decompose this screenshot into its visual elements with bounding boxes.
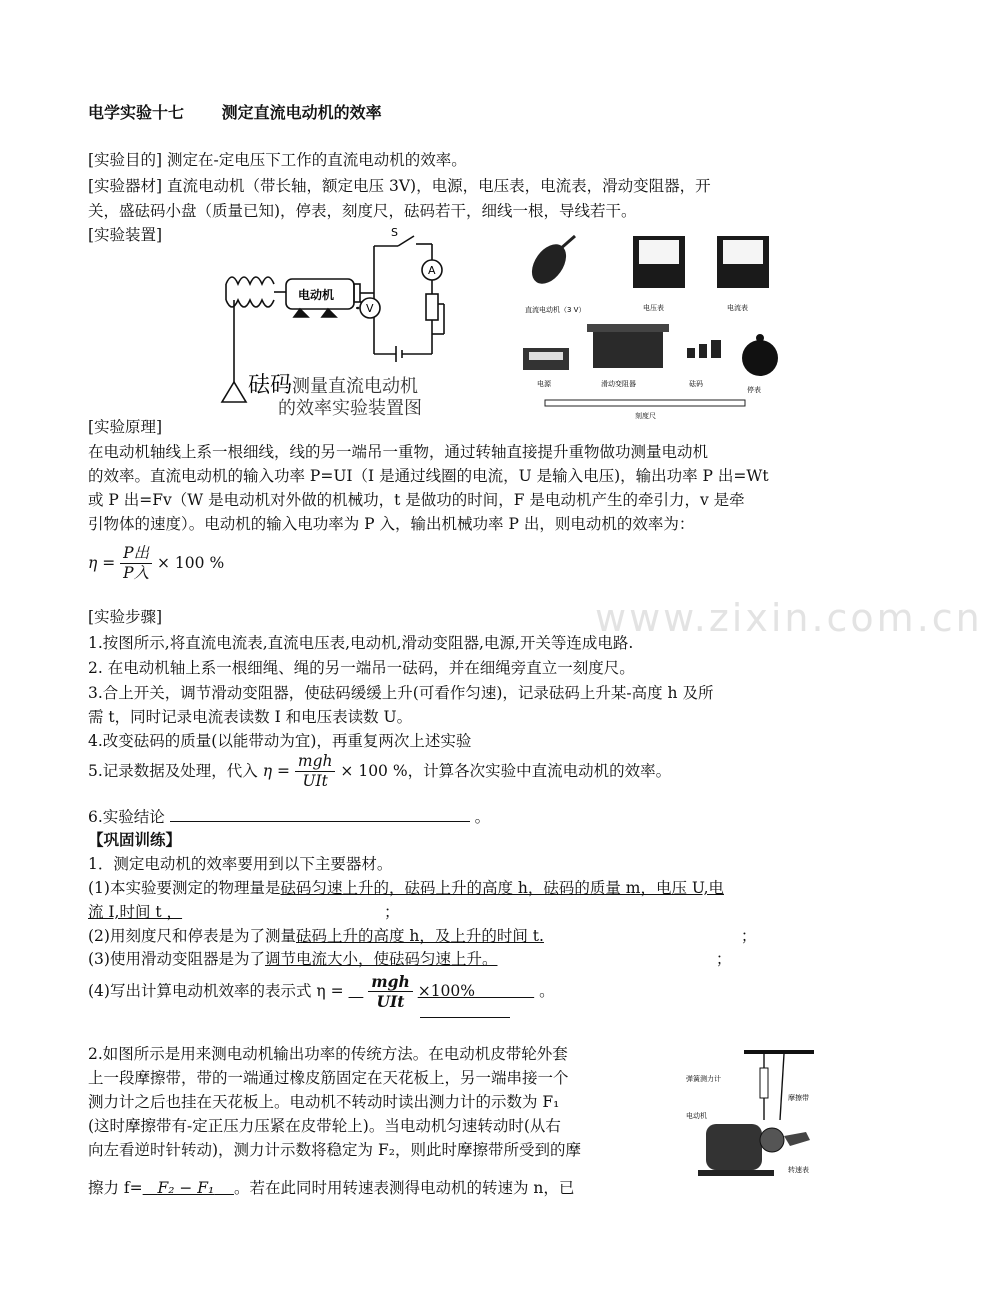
formula-numerator: P出 xyxy=(120,544,152,564)
step-3a: 3.合上开关，调节滑动变阻器，使砝码缓缓上升(可看作匀速)，记录砝码上升某-高度 h 及所 xyxy=(88,684,714,702)
fig2-motor-label: 电动机 xyxy=(686,1112,707,1120)
q2-friction-answer: F₂ − F₁ xyxy=(157,1179,215,1197)
q2-line-3: 测力计之后也挂在天花板上。电动机不转动时读出测力计的示数为 F₁ xyxy=(88,1093,560,1111)
principle-line-2: 的效率。直流电动机的输入功率 P=UI（I 是通过线圈的电流，U 是输入电压)，输出功率 P 出=Wt xyxy=(88,467,769,485)
q1-1-end: ； xyxy=(384,903,400,921)
motor-belt-figure xyxy=(684,1046,824,1186)
q1-4-tail: ×100% xyxy=(417,981,476,1000)
question-1-2 xyxy=(88,924,756,946)
q2-line-6-pre: 擦力 f= xyxy=(88,1179,143,1197)
equipment-text-1: 直流电动机（带长轴，额定电压 3V)，电源，电压表，电流表，滑动变阻器，开 xyxy=(167,177,711,195)
ammeter-label: A xyxy=(428,264,436,277)
q1-2-prompt: (2)用刻度尺和停表是为了测量 xyxy=(88,927,296,945)
question-1-3 xyxy=(88,947,731,969)
page-title: 电学实验十七 测定直流电动机的效率 xyxy=(88,103,382,122)
q2-line-1: 2.如图所示是用来测电动机输出功率的传统方法。在电动机皮带轮外套 xyxy=(88,1045,568,1063)
q1-4-numerator: mgh xyxy=(368,972,413,992)
purpose-text: 测定在-定电压下工作的直流电动机的效率。 xyxy=(167,151,467,169)
equipment-line-1 xyxy=(88,174,711,196)
steps-label: [实验步骤] xyxy=(88,608,163,626)
photo-label-motor: 直流电动机（3 V） xyxy=(525,306,586,314)
step-5-fraction xyxy=(295,752,336,792)
circuit-diagram xyxy=(208,224,470,424)
caption-line-2: 的效率实验装置图 xyxy=(278,398,422,419)
equipment-label: [实验器材] xyxy=(88,177,163,195)
q1-3-answer: 调节电流大小，使砝码匀速上升。 xyxy=(264,950,498,968)
step-4: 4.改变砝码的质量(以能带动为宜)，再重复两次上述实验 xyxy=(88,732,472,750)
q1-1-prompt: (1)本实验要测定的物理量是 xyxy=(88,879,281,897)
step-1: 1.按图所示,将直流电流表,直流电压表,电动机,滑动变阻器,电源,开关等连成电路. xyxy=(88,634,634,652)
principle-label: [实验原理] xyxy=(88,418,163,436)
q1-4-underline xyxy=(420,1017,510,1018)
question-1-1-cont xyxy=(88,900,400,922)
formula-denominator: P入 xyxy=(123,564,150,583)
step-5-denominator: UIt xyxy=(302,772,328,791)
motor-label: 电动机 xyxy=(298,288,335,302)
step-2: 2. 在电动机轴上系一根细绳、绳的另一端吊一砝码，并在细绳旁直立一刻度尺。 xyxy=(88,659,635,677)
q2-line-6-post: 。若在此同时用转速表测得电动机的转速为 n，已 xyxy=(233,1179,575,1197)
q2-line-5: 向左看逆时针转动)，测力计示数将稳定为 F₂，则此时摩擦带所受到的摩 xyxy=(88,1141,581,1159)
equipment-photo xyxy=(515,228,795,423)
photo-label-voltmeter: 电压表 xyxy=(643,304,664,312)
step-5-eta: η = xyxy=(262,761,290,780)
equipment-line-2: 关，盛砝码小盘（质量已知)，停表，刻度尺，砝码若干，细线一根，导线若干。 xyxy=(88,202,637,220)
q1-2-end: ； xyxy=(740,927,757,945)
step-6 xyxy=(88,805,490,827)
watermark: www.zixin.com.cn xyxy=(595,596,983,640)
q1-4-fraction xyxy=(368,972,413,1012)
efficiency-formula xyxy=(88,544,224,584)
step-5 xyxy=(88,752,671,792)
fig2-tach-label: 转速表 xyxy=(788,1166,809,1174)
step-5-post: × 100 %，计算各次实验中直流电动机的效率。 xyxy=(340,761,672,780)
photo-label-power: 电源 xyxy=(537,380,551,388)
q1-1-answer: 砝码匀速上升的，砝码上升的高度 h，砝码的质量 m，电压 U,电 xyxy=(280,879,724,897)
training-label: 【巩固训练】 xyxy=(88,831,182,849)
fig2-belt-label: 摩擦带 xyxy=(788,1094,809,1102)
handwriting-mark: 砝码 xyxy=(248,373,293,398)
q1-4-denominator: UIt xyxy=(376,992,405,1012)
conclusion-blank[interactable] xyxy=(170,807,470,822)
purpose-line xyxy=(88,148,467,170)
question-1: 1．测定电动机的效率要用到以下主要器材。 xyxy=(88,855,393,873)
apparatus-label: [实验装置] xyxy=(88,226,163,244)
photo-label-stopwatch: 停表 xyxy=(747,386,761,394)
principle-line-1: 在电动机轴线上系一根细线，线的另一端吊一重物，通过转轴直接提升重物做功测量电动机 xyxy=(88,443,709,461)
step-5-pre: 5.记录数据及处理，代入 xyxy=(88,761,258,780)
q2-line-2: 上一段摩擦带，带的一端通过橡皮筋固定在天花板上，另一端串接一个 xyxy=(88,1069,569,1087)
rheostat-photo xyxy=(593,328,663,368)
step-3b: 需 t，同时记录电流表读数 I 和电压表读数 U。 xyxy=(88,708,413,726)
q1-3-end: ； xyxy=(715,950,732,968)
q2-line-6 xyxy=(88,1176,574,1198)
principle-line-3: 或 P 出=Fv（W 是电动机对外做的机械功，t 是做功的时间，F 是电动机产生的牵引力，v 是牵 xyxy=(88,491,745,509)
photo-label-weights: 砝码 xyxy=(689,380,703,388)
photo-label-rheostat: 滑动变阻器 xyxy=(601,380,636,388)
formula-fraction xyxy=(120,544,152,584)
step-6-text: 6.实验结论 xyxy=(88,808,165,826)
principle-line-4: 引物体的速度）。电动机的输入电功率为 P 入，输出机械功率 P 出，则电动机的效率为： xyxy=(88,515,695,533)
motor-photo xyxy=(525,236,575,290)
step-6-end: 。 xyxy=(474,808,491,826)
q1-4-prompt: (4)写出计算电动机效率的表示式 η = xyxy=(88,981,344,1000)
fig2-spring-label: 弹簧测力计 xyxy=(686,1075,721,1083)
photo-label-ammeter: 电流表 xyxy=(727,304,748,312)
caption-line-1: 测量直流电动机 xyxy=(292,376,418,397)
q1-2-answer: 砝码上升的高度 h，及上升的时间 t. xyxy=(295,927,544,945)
voltmeter-label: V xyxy=(366,302,374,315)
q2-line-4: (这时摩擦带有-定正压力压紧在皮带轮上)。当电动机匀速转动时(从右 xyxy=(88,1117,561,1135)
question-1-1 xyxy=(88,876,724,898)
q1-4-end: 。 xyxy=(539,981,555,1000)
stopwatch-photo xyxy=(742,340,778,376)
q1-1-answer-cont: 流 I,时间 t ， xyxy=(88,903,183,921)
formula-tail: × 100 % xyxy=(157,553,225,572)
photo-label-ruler: 刻度尺 xyxy=(635,412,656,420)
purpose-label: [实验目的] xyxy=(88,151,163,169)
switch-label: S xyxy=(391,226,398,239)
step-5-numerator: mgh xyxy=(295,752,336,772)
question-1-4 xyxy=(88,972,555,1012)
formula-lhs: η = xyxy=(88,553,116,572)
q1-3-prompt: (3)使用滑动变阻器是为了 xyxy=(88,950,265,968)
